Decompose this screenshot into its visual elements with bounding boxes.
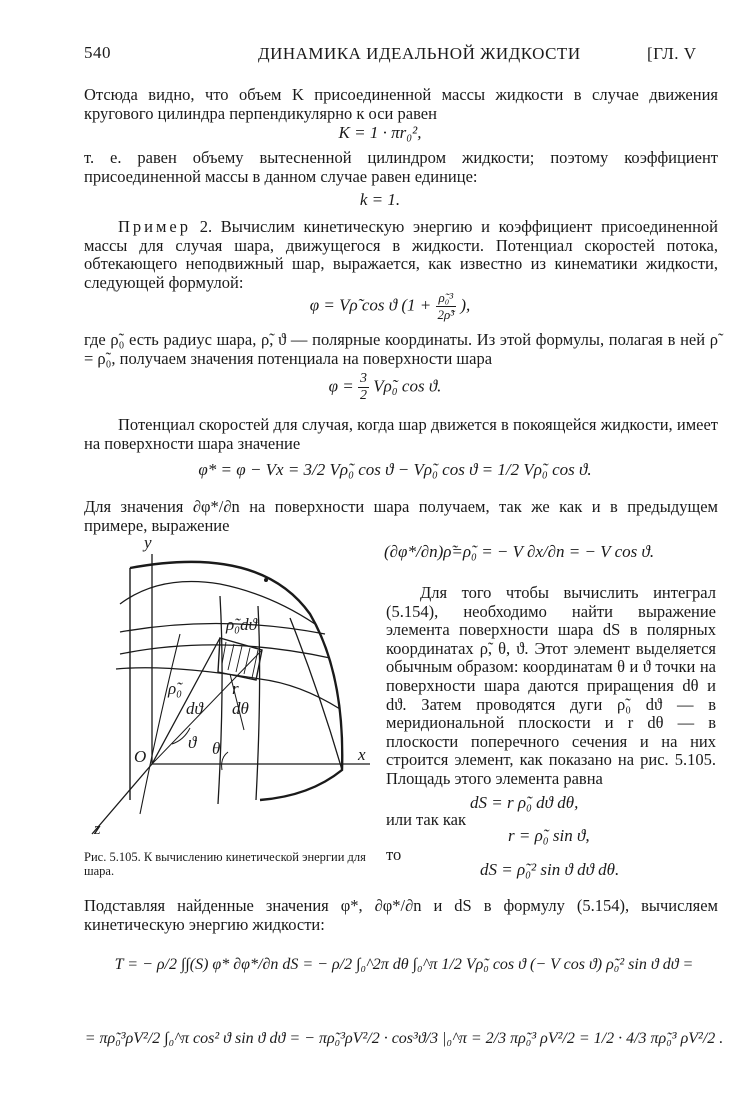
eq-phi-right: ), (460, 295, 471, 315)
paragraph-6 (84, 498, 718, 535)
paragraph-2: т. е. равен объему вытесненной цилиндром жидкости; поэтому коэффициент присоединенной массы в данном случае равен единице: (84, 148, 718, 186)
or-text: или так как (386, 810, 467, 829)
figure-label-rho0: ρ̃₀ (168, 679, 183, 698)
equation-T: T = − ρ/2 ∫∫(S) φ* ∂φ*/∂n dS = − ρ/2 ∫₀^2π dθ ∫₀^π 1/2 Vρ̃₀ cos ϑ (− V cos ϑ) ρ̃₀² sin ϑ dϑ = (114, 956, 694, 973)
figure-label-theta: ϑ (188, 733, 197, 752)
equation-T-result: = πρ̃₀³ρV²/2 ∫₀^π cos² ϑ sin ϑ dϑ = − πρ̃₀³ρV²/2 · cos³ϑ/3 |₀^π = 2/3 πρ̃₀³ ρV²/2 = 1/2 · 4/3 πρ̃₀³ ρV²/2 . (84, 1030, 724, 1047)
eq4-den: 2 (359, 388, 367, 403)
equation-dS-1: dS = r ρ̃₀ dϑ dθ, (470, 793, 579, 812)
paragraph-6-text: Для значения ∂φ*/∂n на поверхности шара получаем, так же как и в предыдущем примере, выражение (84, 497, 718, 535)
figure-label-y: y (144, 534, 152, 552)
figure-label-z: z (94, 819, 101, 838)
paragraph-7: Для того чтобы вычислить интеграл (5.154), необходимо найти выражение элемента поверхности шара dS в полярных координатах ρ̃, θ, ϑ. Этот элемент выделяется обычным образом: координатам θ и ϑ точки на поверхности шара даются приращения dθ и dϑ. Затем проводятся дуги ρ̃₀ dϑ — в меридиональной плоскости и r dθ — в плоскости поперечного сечения и на них строится элемент, как показано на рис. 5.105. Площадь этого элемента равна (386, 583, 716, 788)
eq4-right: Vρ̃₀ cos ϑ. (373, 376, 442, 396)
paragraph-4: где ρ̃₀ есть радиус шара, ρ̃, ϑ — полярные координаты. Из этой формулы, полагая в ней ρ̃ = ρ̃₀, получаем значения потенциала на поверхности шара (84, 330, 718, 368)
figure-label-dtheta: dϑ (186, 699, 203, 718)
chapter-label: [ГЛ. V (647, 44, 697, 63)
eq-phi-fraction (436, 290, 457, 323)
figure-caption: Рис. 5.105. К вычислению кинетической энергии для шара. (84, 850, 366, 878)
eq4-num: 3 (359, 371, 367, 386)
figure-label-origin: O (134, 747, 147, 766)
equation-r: r = ρ̃₀ sin ϑ, (508, 826, 590, 845)
equation-dS-2: dS = ρ̃₀² sin ϑ dϑ dθ. (480, 860, 620, 879)
paragraph-5: Потенциал скоростей для случая, когда шар движется в покоящейся жидкости, имеет на поверхности шара значение (84, 415, 718, 453)
figure-label-rho0-dtheta: ρ̃₀dϑ (226, 615, 257, 634)
figure-dot (264, 578, 268, 582)
equation-phi-star: φ* = φ − Vx = 3/2 Vρ̃₀ cos ϑ − Vρ̃₀ cos ϑ = 1/2 Vρ̃₀ cos ϑ. (198, 460, 592, 479)
example-word: Пример (118, 217, 192, 236)
paragraph-3-text: 2. Вычислим кинетическую энергию и коэффициент присоединенной массы для случая шара, движущегося в жидкости. Потенциал скоростей потока, обтекающего неподвижный шар, выражается, как известно из кинематики жидкости, следующей формулой: (84, 217, 718, 292)
figure-label-x: x (358, 745, 366, 764)
eq4-fraction (358, 371, 369, 404)
figure-label-r: r (232, 679, 239, 698)
eq4-left: φ = (328, 376, 354, 396)
figure-sphere-diagram (80, 534, 380, 846)
paragraph-8: Подставляя найденные значения φ*, ∂φ*/∂n и dS в формулу (5.154), вычисляем кинетическую энергию жидкости: (84, 896, 718, 934)
paragraph-3 (84, 218, 718, 292)
figure-label-dphi: dθ (232, 699, 249, 718)
equation-K: K = 1 · πr₀², (338, 123, 422, 142)
eq-phi-den: 2ρ̃³ (437, 307, 455, 322)
to-text: то (386, 845, 402, 864)
equation-k: k = 1. (359, 190, 401, 209)
running-title: ДИНАМИКА ИДЕАЛЬНОЙ ЖИДКОСТИ (258, 44, 581, 63)
figure-label-phi: θ (212, 739, 221, 758)
paragraph-1: Отсюда видно, что объем K присоединенной массы жидкости в случае движения кругового цилиндра перпендикулярно к оси равен (84, 85, 718, 123)
equation-phi-surface (300, 371, 470, 404)
equation-phi (270, 290, 510, 323)
eq-phi-num: ρ̃₀³ (436, 290, 457, 307)
equation-dphi-dn: (∂φ*/∂n)ρ̃=ρ̃₀ = − V ∂x/∂n = − V cos ϑ. (384, 542, 655, 561)
page-number: 540 (84, 43, 111, 62)
eq-phi-left: φ = Vρ̃ cos ϑ (1 + (309, 295, 432, 315)
